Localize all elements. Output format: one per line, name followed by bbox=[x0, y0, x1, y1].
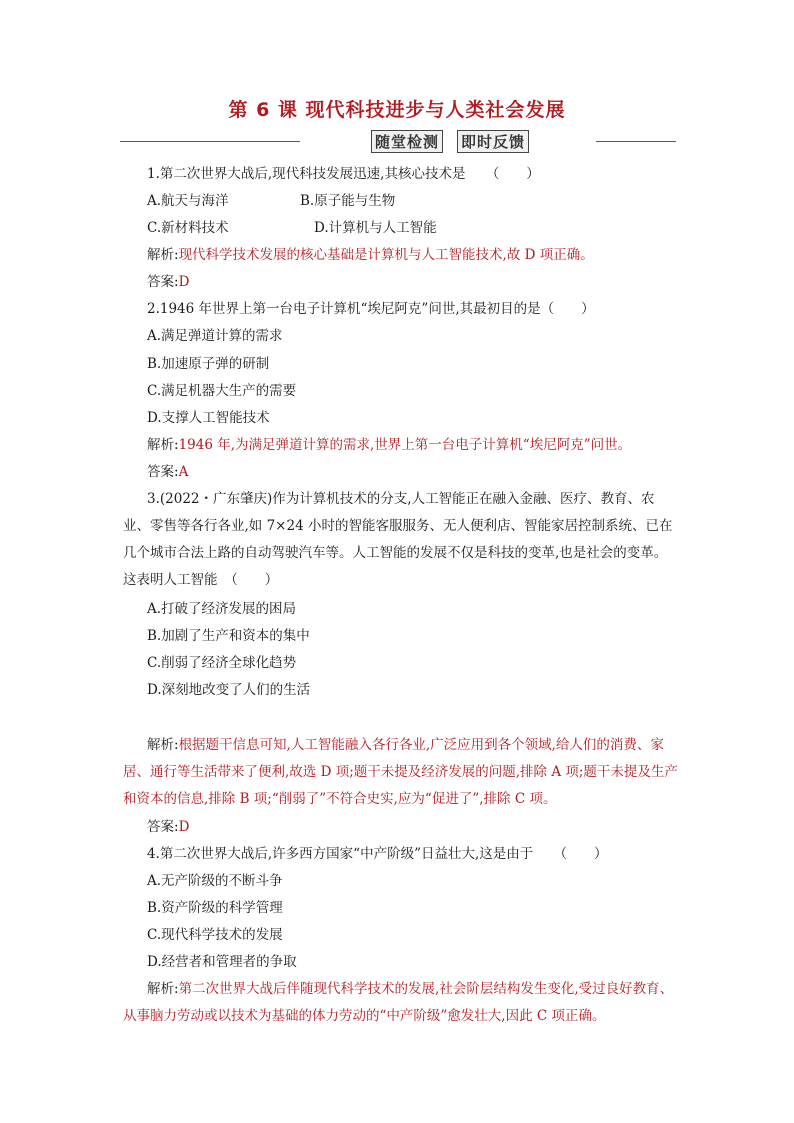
q1-analysis-text: 现代科学技术发展的核心基础是计算机与人工智能技术,故 D 项正确。 bbox=[178, 247, 594, 263]
q2-analysis-label: 解析: bbox=[147, 437, 179, 453]
q3-stem: 3.(2022・广东肇庆)作为计算机技术的分支,人工智能正在融入金融、医疗、教育、农业、零售等各行各业,如 7×24 小时的智能客服服务、无人便利店、智能家居控制系统、已在几个城市合法上路的自动驾驶汽车等。人工智能的发展不仅是科技的变革,也是社会的变革。这表明人工智能 （ ） bbox=[123, 491, 673, 588]
q4-option-b: B.资产阶级的科学管理 bbox=[147, 900, 283, 916]
q2-option-c: C.满足机器大生产的需要 bbox=[147, 383, 297, 399]
section-banner bbox=[120, 130, 676, 154]
q1-option-b: B.原子能与生物 bbox=[300, 193, 396, 209]
q1-analysis bbox=[147, 246, 594, 264]
banner-rule-right bbox=[596, 141, 676, 142]
q2-answer-label: 答案: bbox=[147, 464, 179, 480]
q2-analysis-text: 1946 年,为满足弹道计算的需求,世界上第一台电子计算机“埃尼阿克”问世。 bbox=[178, 437, 632, 453]
q2-option-b: B.加速原子弹的研制 bbox=[147, 356, 270, 372]
q1-stem: 1.第二次世界大战后,现代科技发展迅速,其核心技术是 （ ） bbox=[147, 166, 540, 182]
q4-stem: 4.第二次世界大战后,许多西方国家“中产阶级”日益壮大,这是由于 （ ） bbox=[147, 846, 608, 862]
q4-option-c: C.现代科学技术的发展 bbox=[147, 927, 283, 943]
banner-right-label: 即时反馈 bbox=[457, 130, 529, 153]
q1-analysis-label: 解析: bbox=[147, 247, 179, 263]
banner-label bbox=[310, 130, 590, 152]
q3-option-a: A.打破了经济发展的困局 bbox=[147, 601, 297, 617]
q2-analysis bbox=[147, 436, 631, 454]
q4-analysis-text: 第二次世界大战后伴随现代科学技术的发展,社会阶层结构发生变化,受过良好教育、从事脑力劳动或以技术为基础的体力劳动的“中产阶级”愈发壮大,因此 C 项正确。 bbox=[123, 981, 674, 1024]
q3-analysis-text: 根据题干信息可知,人工智能融入各行各业,广泛应用到各个领域,给人们的消费、家居、通行等生活带来了便利,故选 D 项;题干未提及经济发展的问题,排除 A 项;题干未提及生产和资本的信息,排除 B 项;“削弱了”不符合史实,应为“促进了”,排除 C 项。 bbox=[123, 737, 678, 807]
q2-answer-value: A bbox=[178, 464, 189, 480]
q3-option-b: B.加剧了生产和资本的集中 bbox=[147, 628, 310, 644]
banner-rule-left bbox=[120, 141, 300, 142]
q4-analysis-label: 解析: bbox=[147, 981, 179, 997]
q2-option-a: A.满足弹道计算的需求 bbox=[147, 328, 283, 344]
q1-option-a: A.航天与海洋 bbox=[147, 193, 229, 209]
q4-option-a: A.无产阶级的不断斗争 bbox=[147, 873, 283, 889]
q3-answer bbox=[147, 818, 189, 836]
q1-option-c: C.新材料技术 bbox=[147, 220, 229, 236]
q3-answer-label: 答案: bbox=[147, 819, 179, 835]
q1-answer-value: D bbox=[178, 274, 190, 290]
q4-analysis bbox=[123, 976, 679, 1030]
q3-analysis-label: 解析: bbox=[147, 737, 179, 753]
q1-option-d: D.计算机与人工智能 bbox=[314, 220, 437, 236]
q3-answer-value: D bbox=[178, 819, 190, 835]
banner-left-label: 随堂检测 bbox=[371, 130, 443, 153]
q4-option-d: D.经营者和管理者的争取 bbox=[147, 954, 297, 970]
lesson-title: 第 6 课 现代科技进步与人类社会发展 bbox=[228, 99, 566, 121]
q1-answer bbox=[147, 273, 189, 291]
q2-answer bbox=[147, 463, 188, 481]
q3-option-c: C.削弱了经济全球化趋势 bbox=[147, 655, 297, 671]
q3-analysis bbox=[123, 732, 679, 813]
q3-option-d: D.深刻地改变了人们的生活 bbox=[147, 682, 311, 698]
q1-answer-label: 答案: bbox=[147, 274, 179, 290]
q2-option-d: D.支撑人工智能技术 bbox=[147, 410, 270, 426]
q2-stem: 2.1946 年世界上第一台电子计算机“埃尼阿克”问世,其最初目的是（ ） bbox=[147, 301, 595, 317]
